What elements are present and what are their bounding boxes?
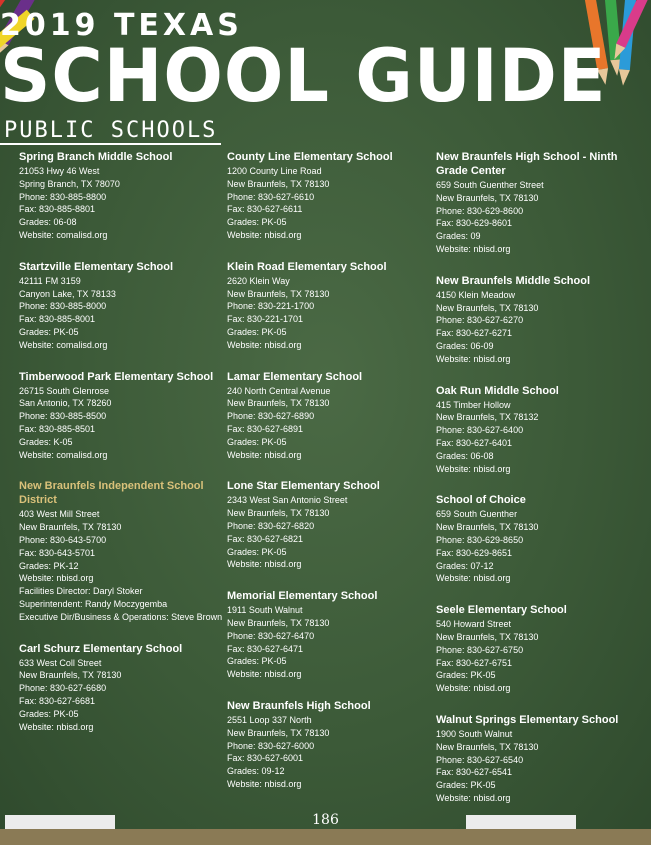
school-detail-line: Fax: 830-627-6751 [436, 657, 513, 668]
school-detail-line: Grades: PK-05 [227, 326, 287, 337]
school-detail-line: New Braunfels, TX 78130 [436, 741, 539, 752]
school-detail-line: Website: nbisd.org [227, 229, 302, 240]
school-detail-line: New Braunfels, TX 78130 [436, 631, 539, 642]
school-listing [19, 370, 224, 462]
school-listing [227, 479, 432, 571]
school-name: School of Choice [436, 494, 526, 507]
school-detail-line: Phone: 830-221-1700 [227, 301, 315, 312]
school-detail-line: Website: nbisd.org [227, 339, 302, 350]
school-detail-line: Fax: 830-627-6681 [19, 695, 96, 706]
school-detail-line: Phone: 830-627-6820 [227, 520, 315, 531]
school-detail-line: Executive Dir/Business & Operations: Steve Brown [19, 611, 223, 622]
school-detail-line: Website: comalisd.org [19, 229, 108, 240]
school-name: New Braunfels High School - Ninth Grade Center [436, 151, 618, 177]
school-detail-line: New Braunfels, TX 78132 [436, 412, 539, 423]
page-title: SCHOOL GUIDE [0, 32, 607, 120]
school-detail-line: Grades: 06-08 [436, 450, 494, 461]
section-subtitle [0, 118, 651, 143]
school-detail-line: Superintendent: Randy Moczygemba [19, 598, 168, 609]
school-detail-line: Fax: 830-643-5701 [19, 547, 96, 558]
school-detail-line: Phone: 830-629-8650 [436, 534, 524, 545]
school-detail-line: 26715 South Glenrose [19, 385, 110, 396]
school-detail-line: Website: nbisd.org [227, 778, 302, 789]
school-name: Spring Branch Middle School [19, 151, 173, 163]
school-listing [227, 370, 432, 462]
school-detail-line: Fax: 830-627-6271 [436, 328, 513, 339]
school-name: County Line Elementary School [227, 151, 393, 163]
school-detail-line: 2551 Loop 337 North [227, 714, 312, 725]
school-detail-line: 42111 FM 3159 [19, 275, 81, 286]
school-name: New Braunfels Independent School District [19, 480, 204, 507]
school-name: Startzville Elementary School [19, 260, 174, 273]
school-detail-line: 415 Timber Hollow [436, 399, 511, 410]
school-detail-line: Phone: 830-643-5700 [19, 534, 107, 545]
school-detail-line: Grades: PK-05 [227, 656, 287, 667]
school-detail-line: Grades: 06-09 [436, 340, 494, 351]
school-listing [436, 713, 641, 805]
school-detail-line: Website: nbisd.org [436, 573, 511, 584]
school-detail-line: Fax: 830-627-6821 [227, 533, 304, 544]
school-detail-line: 1900 South Walnut [436, 728, 513, 739]
school-name: Timberwood Park Elementary School [19, 370, 214, 383]
year-title: 2019 TEXAS [0, 8, 243, 43]
school-detail-line: New Braunfels, TX 78130 [436, 192, 539, 203]
school-name: New Braunfels Middle School [436, 274, 591, 287]
school-detail-line: Grades: K-05 [19, 436, 73, 447]
school-detail-line: Phone: 830-627-6610 [227, 191, 315, 202]
school-listing [19, 150, 224, 242]
school-listing [436, 384, 641, 476]
school-detail-line: Grades: PK-05 [436, 780, 496, 791]
school-listing [19, 479, 224, 623]
school-detail-line: Website: comalisd.org [19, 449, 108, 460]
school-detail-line: 540 Howard Street [436, 619, 512, 630]
school-listing [227, 589, 432, 681]
school-detail-line: New Braunfels, TX 78130 [436, 302, 539, 313]
school-detail-line: Website: nbisd.org [227, 669, 302, 680]
school-detail-line: New Braunfels, TX 78130 [227, 288, 330, 299]
school-listing [227, 150, 432, 242]
school-detail-line: New Braunfels, TX 78130 [227, 178, 330, 189]
school-detail-line: 4150 Klein Meadow [436, 289, 516, 300]
school-detail-line: 2620 Klein Way [227, 275, 290, 286]
school-detail-line: Fax: 830-629-8651 [436, 547, 513, 558]
school-detail-line: Website: nbisd.org [436, 243, 511, 254]
school-detail-line: Fax: 830-221-1701 [227, 314, 304, 325]
school-detail-line: Fax: 830-627-6001 [227, 753, 304, 764]
school-detail-line: Website: nbisd.org [436, 792, 511, 803]
school-name: Seele Elementary School [436, 604, 567, 617]
school-detail-line: Phone: 830-885-8800 [19, 191, 107, 202]
column-3 [436, 150, 641, 823]
school-detail-line: Website: nbisd.org [227, 449, 302, 460]
school-detail-line: Grades: PK-12 [19, 560, 79, 571]
school-detail-line: 659 South Guenther [436, 509, 518, 520]
school-detail-line: Grades: PK-05 [227, 436, 287, 447]
school-detail-line: 240 North Central Avenue [227, 385, 331, 396]
school-detail-line: Phone: 830-627-6890 [227, 411, 315, 422]
school-detail-line: New Braunfels, TX 78130 [227, 508, 330, 519]
school-listing [436, 150, 641, 256]
school-detail-line: Phone: 830-627-6270 [436, 315, 524, 326]
school-detail-line: New Braunfels, TX 78130 [19, 522, 122, 533]
school-detail-line: Fax: 830-885-8001 [19, 314, 96, 325]
school-detail-line: Fax: 830-885-8501 [19, 423, 96, 434]
school-detail-line: Grades: PK-05 [227, 217, 287, 228]
school-detail-line: Phone: 830-627-6680 [19, 683, 107, 694]
school-detail-line: Website: comalisd.org [19, 339, 108, 350]
school-detail-line: New Braunfels, TX 78130 [227, 727, 330, 738]
school-detail-line: Phone: 830-627-6470 [227, 630, 315, 641]
school-detail-line: Website: nbisd.org [436, 683, 511, 694]
school-detail-line: 633 West Coll Street [19, 657, 102, 668]
school-name: Lamar Elementary School [227, 370, 363, 383]
school-name: Walnut Springs Elementary School [436, 713, 619, 726]
school-detail-line: Grades: PK-05 [227, 546, 287, 557]
school-detail-line: 21053 Hwy 46 West [19, 166, 100, 176]
school-detail-line: Phone: 830-627-6000 [227, 740, 315, 751]
school-detail-line: Fax: 830-885-8801 [19, 204, 96, 215]
school-detail-line: Phone: 830-885-8000 [19, 301, 107, 312]
school-detail-line: Website: nbisd.org [19, 721, 94, 732]
school-detail-line: 2343 West San Antonio Street [227, 495, 348, 506]
school-listing [436, 603, 641, 695]
school-detail-line: Fax: 830-627-6401 [436, 437, 513, 448]
school-detail-line: 1200 County Line Road [227, 166, 322, 176]
school-name: Lone Star Elementary School [227, 480, 380, 493]
school-detail-line: Phone: 830-885-8500 [19, 411, 107, 422]
school-listing [227, 699, 432, 791]
school-detail-line: Canyon Lake, TX 78133 [19, 288, 116, 299]
school-detail-line: Facilities Director: Daryl Stoker [19, 586, 143, 597]
school-detail-line: San Antonio, TX 78260 [19, 398, 112, 409]
school-detail-line: Phone: 830-627-6540 [436, 754, 524, 765]
school-detail-line: New Braunfels, TX 78130 [19, 670, 122, 681]
school-detail-line: Fax: 830-627-6541 [436, 767, 513, 778]
school-listing [227, 260, 432, 352]
column-2 [227, 150, 432, 809]
school-detail-line: Grades: 07-12 [436, 560, 494, 571]
chalk-tray [0, 829, 651, 845]
school-detail-line: Grades: PK-05 [19, 708, 79, 719]
school-listing [19, 260, 224, 352]
school-detail-line: Website: nbisd.org [19, 573, 94, 584]
school-detail-line: Website: nbisd.org [436, 353, 511, 364]
school-name: Carl Schurz Elementary School [19, 642, 183, 655]
school-listing [19, 642, 224, 734]
school-detail-line: New Braunfels, TX 78130 [227, 398, 330, 409]
school-detail-line: Phone: 830-627-6750 [436, 644, 524, 655]
school-detail-line: Grades: 09 [436, 231, 481, 242]
school-detail-line: Fax: 830-627-6471 [227, 643, 304, 654]
school-name: Oak Run Middle School [436, 384, 559, 397]
school-name: Memorial Elementary School [227, 590, 378, 603]
school-detail-line: Fax: 830-627-6891 [227, 423, 304, 434]
school-detail-line: Website: nbisd.org [227, 559, 302, 570]
school-detail-line: 403 West Mill Street [19, 509, 100, 520]
school-name: New Braunfels High School [227, 699, 371, 712]
school-detail-line: 1911 South Walnut [227, 605, 303, 616]
school-detail-line: Grades: PK-05 [19, 326, 79, 337]
school-detail-line: Fax: 830-627-6611 [227, 204, 303, 215]
school-detail-line: New Braunfels, TX 78130 [227, 617, 330, 628]
school-detail-line: New Braunfels, TX 78130 [436, 522, 539, 533]
school-detail-line: Phone: 830-627-6400 [436, 425, 524, 436]
school-listing [436, 274, 641, 366]
page-number: 186 [312, 812, 339, 828]
school-detail-line: 659 South Guenther Street [436, 180, 544, 190]
school-detail-line: Fax: 830-629-8601 [436, 218, 513, 229]
school-name: Klein Road Elementary School [227, 260, 387, 273]
school-detail-line: Grades: 09-12 [227, 766, 285, 777]
school-detail-line: Grades: PK-05 [436, 670, 496, 681]
school-detail-line: Grades: 06-08 [19, 217, 77, 228]
school-listing [436, 493, 641, 585]
school-detail-line: Phone: 830-629-8600 [436, 205, 524, 216]
column-1 [19, 150, 224, 751]
school-detail-line: Spring Branch, TX 78070 [19, 178, 120, 189]
section-subtitle-text: PUBLIC SCHOOLS [0, 118, 221, 145]
school-detail-line: Website: nbisd.org [436, 463, 511, 474]
